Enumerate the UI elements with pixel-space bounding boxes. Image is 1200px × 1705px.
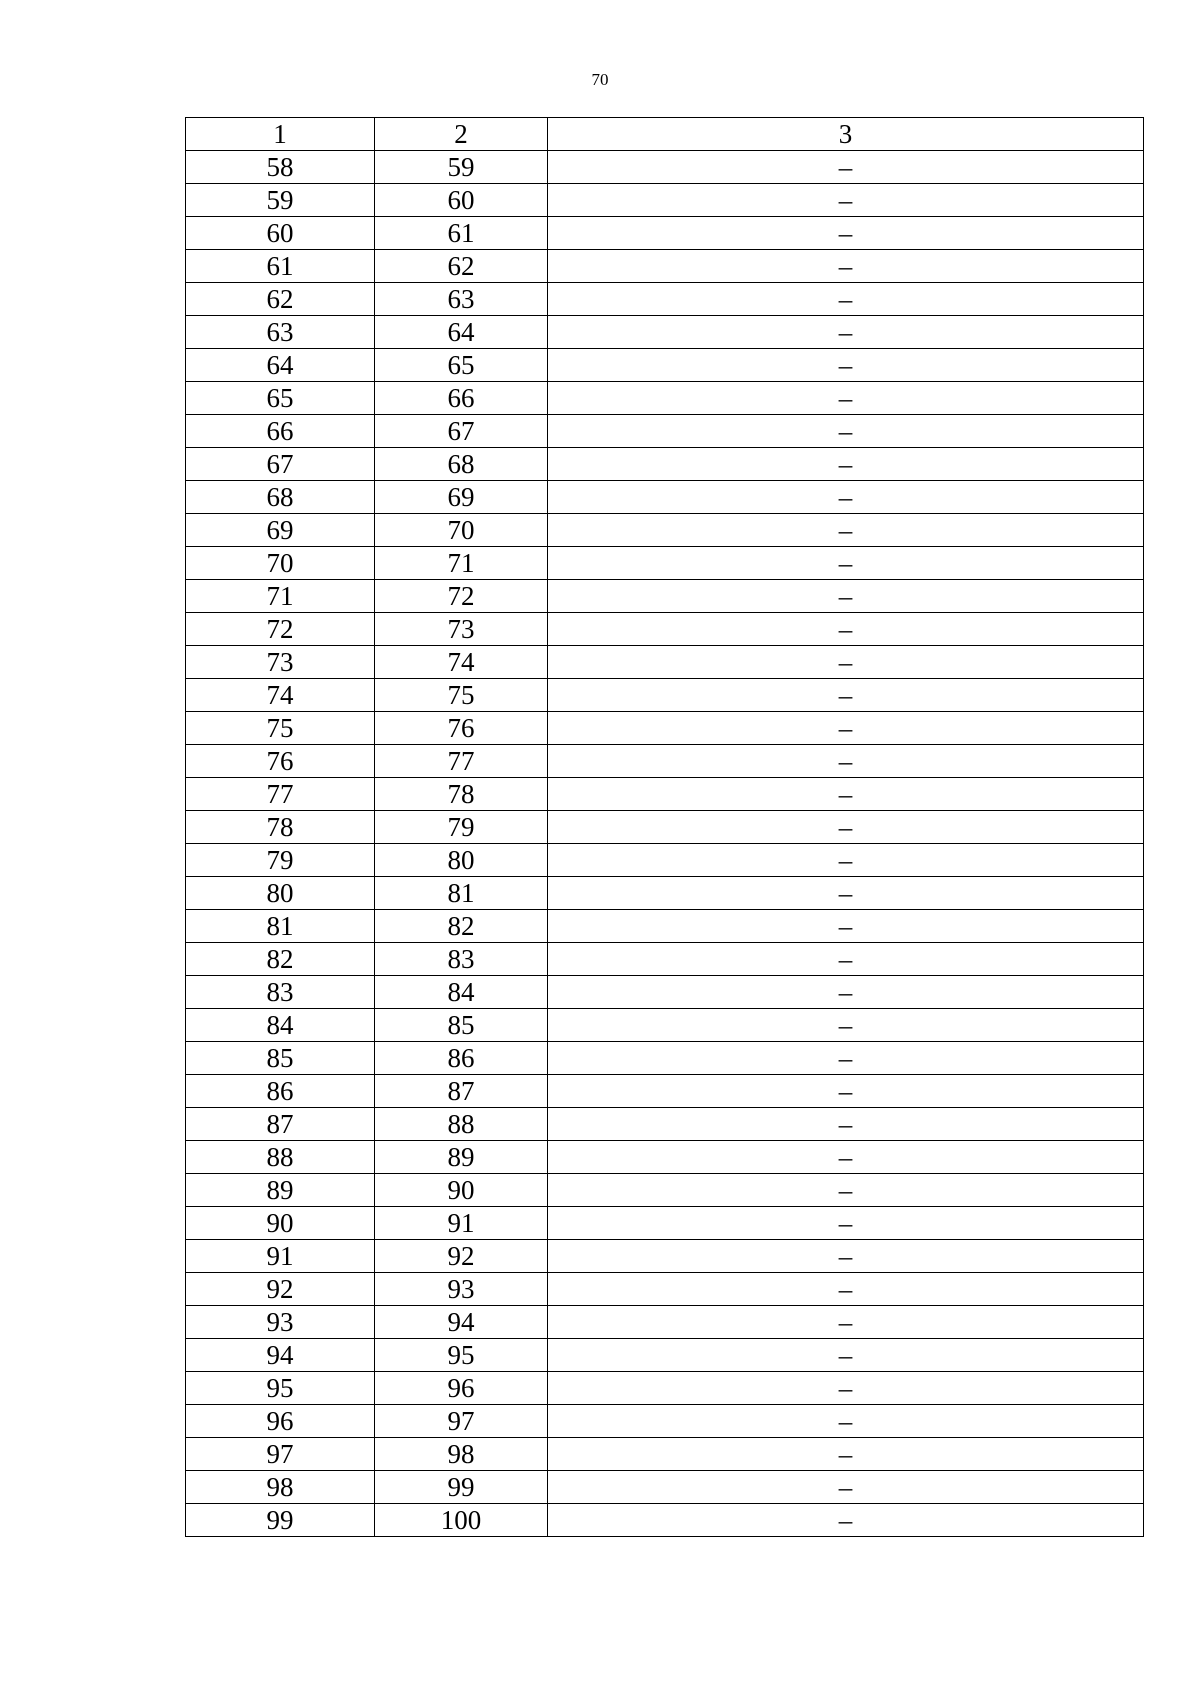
- table-cell-col1: 80: [186, 877, 375, 910]
- table-row: [186, 1042, 1144, 1075]
- table-cell-col1: 66: [186, 415, 375, 448]
- table-row: [186, 481, 1144, 514]
- table-cell-col3: –: [548, 349, 1144, 382]
- table-cell-col1: 72: [186, 613, 375, 646]
- table-row: [186, 250, 1144, 283]
- table-cell-col3: –: [548, 712, 1144, 745]
- table-cell-col3: –: [548, 1504, 1144, 1537]
- table-cell-col2: 62: [375, 250, 548, 283]
- table-cell-col1: 63: [186, 316, 375, 349]
- table-row: [186, 580, 1144, 613]
- table-cell-col2: 90: [375, 1174, 548, 1207]
- table-cell-col3: –: [548, 1372, 1144, 1405]
- table-cell-col1: 73: [186, 646, 375, 679]
- table-cell-col1: 81: [186, 910, 375, 943]
- table-row: [186, 283, 1144, 316]
- table-row: [186, 976, 1144, 1009]
- table-row: [186, 1009, 1144, 1042]
- table-cell-col1: 94: [186, 1339, 375, 1372]
- table-cell-col2: 63: [375, 283, 548, 316]
- table-cell-col3: –: [548, 217, 1144, 250]
- table-cell-col3: –: [548, 646, 1144, 679]
- table-cell-col2: 98: [375, 1438, 548, 1471]
- table-cell-col3: –: [548, 415, 1144, 448]
- table-row: [186, 547, 1144, 580]
- table-row: [186, 844, 1144, 877]
- table-cell-col3: –: [548, 976, 1144, 1009]
- table-row: [186, 679, 1144, 712]
- table-cell-col3: –: [548, 1339, 1144, 1372]
- table-cell-col1: 89: [186, 1174, 375, 1207]
- table-cell-col1: 91: [186, 1240, 375, 1273]
- table-cell-col2: 70: [375, 514, 548, 547]
- table-cell-col2: 80: [375, 844, 548, 877]
- table-cell-col3: –: [548, 184, 1144, 217]
- table-cell-col3: –: [548, 547, 1144, 580]
- table-cell-col3: –: [548, 877, 1144, 910]
- table-cell-col1: 96: [186, 1405, 375, 1438]
- table-cell-col1: 87: [186, 1108, 375, 1141]
- table-cell-col1: 60: [186, 217, 375, 250]
- table-cell-col1: 75: [186, 712, 375, 745]
- table-row: [186, 1372, 1144, 1405]
- table-cell-col3: –: [548, 1042, 1144, 1075]
- table-row: [186, 514, 1144, 547]
- table-row: [186, 1405, 1144, 1438]
- table-cell-col1: 78: [186, 811, 375, 844]
- table-cell-col1: 90: [186, 1207, 375, 1240]
- table-cell-col2: 67: [375, 415, 548, 448]
- table-cell-col3: –: [548, 1207, 1144, 1240]
- table-cell-col3: –: [548, 679, 1144, 712]
- table-cell-col3: –: [548, 1306, 1144, 1339]
- table-cell-col2: 93: [375, 1273, 548, 1306]
- table-cell-col2: 86: [375, 1042, 548, 1075]
- table-cell-col2: 74: [375, 646, 548, 679]
- table-row: [186, 712, 1144, 745]
- table-row: [186, 745, 1144, 778]
- table-cell-col1: 70: [186, 547, 375, 580]
- table-cell-col3: –: [548, 844, 1144, 877]
- table-cell-col1: 98: [186, 1471, 375, 1504]
- table-row: [186, 151, 1144, 184]
- table-cell-col2: 94: [375, 1306, 548, 1339]
- table-cell-col3: –: [548, 1273, 1144, 1306]
- table-cell-col2: 71: [375, 547, 548, 580]
- table-cell-col2: 89: [375, 1141, 548, 1174]
- table-cell-col1: 76: [186, 745, 375, 778]
- table-row: [186, 415, 1144, 448]
- table-cell-col2: 59: [375, 151, 548, 184]
- table-row: [186, 1240, 1144, 1273]
- table-cell-col2: 61: [375, 217, 548, 250]
- page-number: 70: [591, 70, 609, 89]
- table-cell-col3: –: [548, 1405, 1144, 1438]
- table-cell-col1: 93: [186, 1306, 375, 1339]
- table-cell-col1: 84: [186, 1009, 375, 1042]
- table-cell-col3: –: [548, 613, 1144, 646]
- table-cell-col2: 81: [375, 877, 548, 910]
- table-cell-col3: –: [548, 745, 1144, 778]
- table-cell-col3: –: [548, 943, 1144, 976]
- table-cell-col1: 61: [186, 250, 375, 283]
- table-row: [186, 1504, 1144, 1537]
- table-row: [186, 1075, 1144, 1108]
- table-cell-col1: 64: [186, 349, 375, 382]
- table-cell-col1: 68: [186, 481, 375, 514]
- table-row: [186, 1108, 1144, 1141]
- table-cell-col3: –: [548, 250, 1144, 283]
- table-cell-col3: –: [548, 1471, 1144, 1504]
- table-body: [186, 151, 1144, 1537]
- table-row: [186, 1207, 1144, 1240]
- table-cell-col2: 73: [375, 613, 548, 646]
- table-cell-col3: –: [548, 1174, 1144, 1207]
- table-cell-col3: –: [548, 151, 1144, 184]
- table-cell-col1: 97: [186, 1438, 375, 1471]
- table-header-row: [186, 118, 1144, 151]
- table-row: [186, 1339, 1144, 1372]
- table-cell-col1: 67: [186, 448, 375, 481]
- table-cell-col1: 88: [186, 1141, 375, 1174]
- table-cell-col1: 95: [186, 1372, 375, 1405]
- table-cell-col2: 69: [375, 481, 548, 514]
- table-cell-col2: 78: [375, 778, 548, 811]
- table-row: [186, 613, 1144, 646]
- table-cell-col2: 84: [375, 976, 548, 1009]
- table-row: [186, 1306, 1144, 1339]
- table-cell-col1: 69: [186, 514, 375, 547]
- table-cell-col1: 65: [186, 382, 375, 415]
- table-cell-col3: –: [548, 1009, 1144, 1042]
- table-cell-col3: –: [548, 1240, 1144, 1273]
- table-row: [186, 382, 1144, 415]
- table-cell-col3: –: [548, 1075, 1144, 1108]
- table-cell-col1: 77: [186, 778, 375, 811]
- data-table: [185, 117, 1144, 1537]
- table-cell-col2: 95: [375, 1339, 548, 1372]
- table-row: [186, 448, 1144, 481]
- table-cell-col1: 85: [186, 1042, 375, 1075]
- table-cell-col3: –: [548, 382, 1144, 415]
- table-cell-col2: 96: [375, 1372, 548, 1405]
- table-cell-col3: –: [548, 514, 1144, 547]
- table-cell-col2: 68: [375, 448, 548, 481]
- table-row: [186, 316, 1144, 349]
- table-row: [186, 1174, 1144, 1207]
- table-cell-col1: 74: [186, 679, 375, 712]
- table-row: [186, 910, 1144, 943]
- table-cell-col1: 99: [186, 1504, 375, 1537]
- table-cell-col2: 75: [375, 679, 548, 712]
- table-cell-col2: 100: [375, 1504, 548, 1537]
- table-row: [186, 1273, 1144, 1306]
- table-cell-col3: –: [548, 1141, 1144, 1174]
- table-row: [186, 811, 1144, 844]
- table-cell-col2: 66: [375, 382, 548, 415]
- table-cell-col1: 83: [186, 976, 375, 1009]
- table-cell-col2: 79: [375, 811, 548, 844]
- table-cell-col1: 79: [186, 844, 375, 877]
- table-cell-col3: –: [548, 811, 1144, 844]
- table-cell-col3: –: [548, 1438, 1144, 1471]
- table-cell-col2: 97: [375, 1405, 548, 1438]
- table-cell-col3: –: [548, 778, 1144, 811]
- column-header-2: 2: [375, 118, 548, 151]
- table-row: [186, 1438, 1144, 1471]
- table-cell-col2: 72: [375, 580, 548, 613]
- table-cell-col1: 71: [186, 580, 375, 613]
- table-row: [186, 217, 1144, 250]
- table-row: [186, 1471, 1144, 1504]
- table-cell-col3: –: [548, 910, 1144, 943]
- column-header-1: 1: [186, 118, 375, 151]
- table-cell-col1: 86: [186, 1075, 375, 1108]
- table-cell-col2: 83: [375, 943, 548, 976]
- table-row: [186, 778, 1144, 811]
- table-cell-col1: 59: [186, 184, 375, 217]
- table-cell-col3: –: [548, 1108, 1144, 1141]
- table-cell-col2: 88: [375, 1108, 548, 1141]
- table-row: [186, 877, 1144, 910]
- table-cell-col3: –: [548, 283, 1144, 316]
- table-cell-col2: 65: [375, 349, 548, 382]
- table-cell-col3: –: [548, 481, 1144, 514]
- column-header-3: 3: [548, 118, 1144, 151]
- table-row: [186, 1141, 1144, 1174]
- table-cell-col1: 62: [186, 283, 375, 316]
- table-cell-col2: 87: [375, 1075, 548, 1108]
- table-cell-col2: 77: [375, 745, 548, 778]
- table-cell-col2: 85: [375, 1009, 548, 1042]
- table-cell-col3: –: [548, 316, 1144, 349]
- table-row: [186, 646, 1144, 679]
- table-cell-col2: 99: [375, 1471, 548, 1504]
- table-row: [186, 184, 1144, 217]
- table-row: [186, 349, 1144, 382]
- table-cell-col3: –: [548, 580, 1144, 613]
- table-cell-col1: 82: [186, 943, 375, 976]
- table-row: [186, 943, 1144, 976]
- table-cell-col2: 76: [375, 712, 548, 745]
- table-cell-col1: 92: [186, 1273, 375, 1306]
- table-cell-col3: –: [548, 448, 1144, 481]
- table-cell-col2: 92: [375, 1240, 548, 1273]
- table-cell-col2: 82: [375, 910, 548, 943]
- table-cell-col2: 64: [375, 316, 548, 349]
- table-cell-col1: 58: [186, 151, 375, 184]
- table-cell-col2: 60: [375, 184, 548, 217]
- table-cell-col2: 91: [375, 1207, 548, 1240]
